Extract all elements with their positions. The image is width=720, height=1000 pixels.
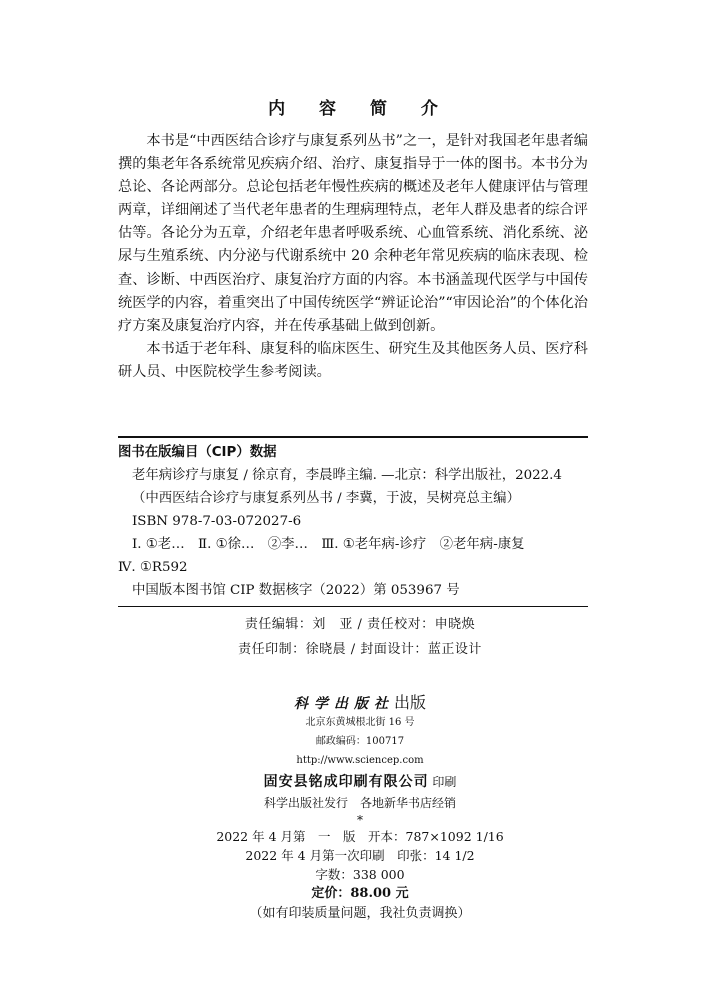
page-heading: 内 容 简 介 [268,99,452,119]
cip-series-line: （中西医结合诊疗与康复系列丛书 / 李冀，于波，吴树亮总主编） [132,491,520,506]
publisher-address: 北京东黄城根北街 16 号 [305,717,415,728]
cip-isbn: ISBN 978-7-03-072027-6 [132,514,302,529]
cip-classification-1: Ⅰ. ①老… Ⅱ. ①徐… ②李… Ⅲ. ①老年病-诊疗 ②老年病-康复 [132,537,525,552]
word-count: 字数：338 000 [315,867,405,882]
distribution-line: 科学出版社发行 各地新华书店经销 [263,796,456,810]
cip-classification-2: Ⅳ. ①R592 [118,560,188,575]
price-value: 88.00 元 [350,886,409,901]
price-label: 定价： [311,886,351,901]
cip-title: 图书在版编目（CIP）数据 [118,445,277,460]
summary-paragraph-2: 本书适于老年科、康复科的临床医生、研究生及其他医务人员、医疗科研人员、中医院校学生参考阅读。 [118,340,588,380]
edition-line: 2022 年 4 月第 一 版 开本：787×1092 1/16 [216,829,504,844]
editorial-credits [0,612,720,662]
printer-suffix: 印刷 [428,775,457,789]
credits-line-2: 责任印制：徐晓晨 / 封面设计：蓝正设计 [238,642,482,657]
publication-imprint [0,690,720,924]
publisher-line [0,690,720,713]
credits-line-1: 责任编辑：刘 亚 / 责任校对：申晓焕 [244,617,476,632]
publisher-postcode: 邮政编码：100717 [315,736,405,747]
publisher-name: 科学出版社 [293,696,394,712]
printer-line [0,770,720,793]
content-summary [118,130,588,384]
printing-line: 2022 年 4 月第一次印刷 印张：14 1/2 [245,848,475,863]
cip-record-number: 中国版本图书馆 CIP 数据核字（2022）第 053967 号 [132,583,460,598]
summary-paragraph-1: 本书是“中西医结合诊疗与康复系列丛书”之一，是针对我国老年患者编撰的集老年各系统常见疾病介绍、治疗、康复指导于一体的图书。本书分为总论、各论两部分。总论包括老年慢性疾病的概述及老年人健康评估与管理两章，详细阐述了当代老年患者的生理病理特点，老年人群及患者的综合评估等。各论分为五章，介绍老年患者呼吸系统、心血管系统、消化系统、泌尿与生殖系统、内分泌与代谢系统中 20 余种老年常见疾病的临床表现、检查、诊断、中西医治疗、康复治疗方面的内容。本书涵盖现代医学与中国传统医学的内容，着重突出了中国传统医学“辨证论治”“审因论治”的个体化治疗方案及康复治疗内容，并在传承基础上做到创新。 [118,133,588,334]
publisher-suffix: 出版 [393,693,426,712]
cip-block [118,441,593,602]
price-line [0,884,720,904]
publisher-url: http://www.sciencep.com [296,755,424,766]
cip-bottom-rule [118,606,588,607]
cip-bibliographic-line: 老年病诊疗与康复 / 徐京育，李晨晔主编. —北京：科学出版社，2022.4 [132,468,562,483]
quality-notice: （如有印装质量问题，我社负责调换） [249,906,471,921]
cip-top-rule [118,436,588,438]
separator-star: * [357,813,363,827]
printer-name: 固安县铭成印刷有限公司 [263,774,429,790]
